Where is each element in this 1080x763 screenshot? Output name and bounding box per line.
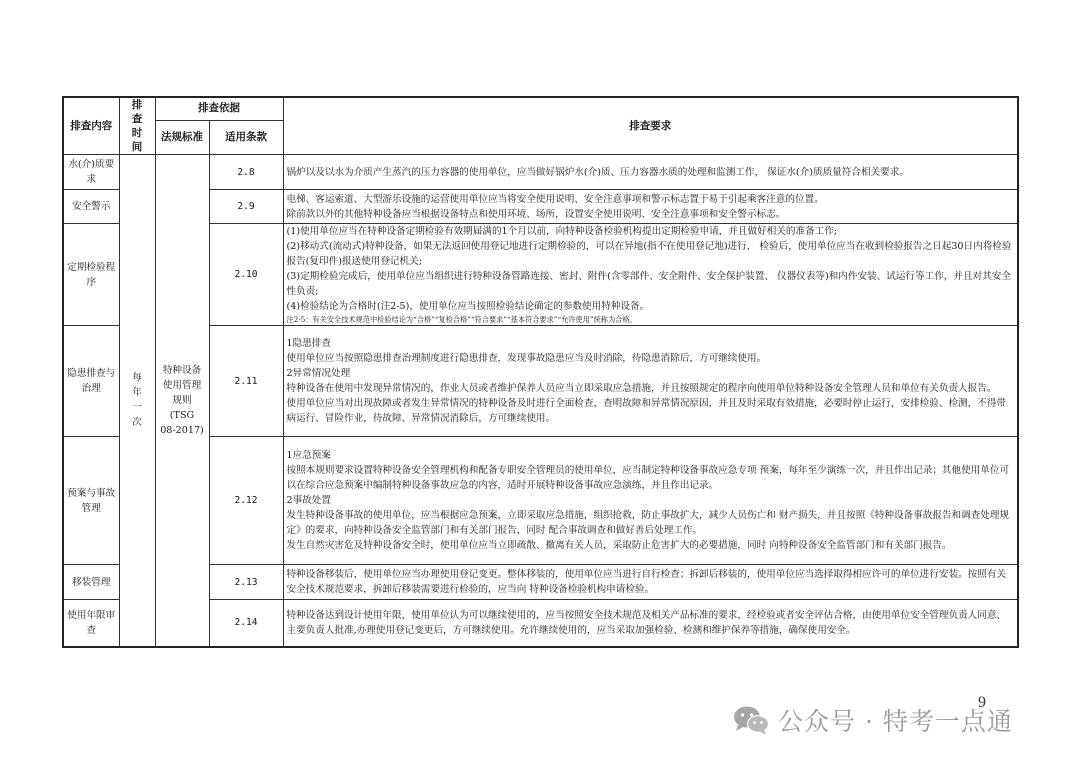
row-content: 定期检验程序 <box>63 224 119 326</box>
regulation-line: 特种设备使用管理规则 <box>162 364 202 406</box>
clause-number: 2.9 <box>209 190 283 224</box>
clause-number: 2.13 <box>209 565 283 600</box>
header-clause: 适用条款 <box>209 120 283 154</box>
wechat-icon <box>732 704 770 736</box>
page-number: 9 <box>978 694 986 711</box>
clause-number: 2.14 <box>209 600 283 647</box>
requirement-line: 使用单位应当对出现故障或者发生异常情况的特种设备及时进行全面检查，查明故障和异常情况原因，并且及时采取有效措施，必要时停止运行，安排检验、检测，不得带病运行、冒险作业，待故障、异常情况消除后，方可继续使用。 <box>286 398 1007 424</box>
requirement-note: 注2-5：有关安全技术规范中检验结论为“合格”“复检合格”“符合要求”“基本符合要求”“允许使用”统称为合格。 <box>286 315 637 324</box>
requirement-text <box>283 437 1018 565</box>
watermark <box>732 702 1013 738</box>
requirement-line: 发生特种设备事故的使用单位，应当根据应急预案，立即采取应急措施，组织抢救，防止事故扩大，减少人员伤亡和 财产损失，并且按照《特种设备事故报告和调查处理规定》的要求，向特种设备安全监管部门和有关部门报告，同时 配合事故调查和做好善后处理工作。 <box>286 510 1010 536</box>
row-content: 移装管理 <box>63 565 119 600</box>
row-content: 安全警示 <box>63 190 119 224</box>
clause-number: 2.8 <box>209 155 283 190</box>
header-requirement: 排查要求 <box>283 97 1018 155</box>
row-content: 水(介)质要求 <box>63 155 119 190</box>
header-time: 排查时间 <box>119 97 155 155</box>
header-regulation: 法规标准 <box>155 120 209 154</box>
header-basis: 排查依据 <box>155 97 283 120</box>
regulation-line: 08-2017) <box>160 424 204 436</box>
regulation-line: (TSG <box>169 409 195 421</box>
requirement-line: 锅炉以及以水为介质产生蒸汽的压力容器的使用单位，应当做好锅炉水(介)质、压力容器水质的处理和监测工作， 保证水(介)质质量符合相关要求。 <box>286 166 909 178</box>
requirement-text <box>283 600 1018 647</box>
inspection-time: 每年一次 <box>119 155 155 647</box>
row-content: 隐患排查与治理 <box>63 326 119 437</box>
requirement-line: 按照本规则要求设置特种设备安全管理机构和配备专职安全管理员的使用单位，应当制定特种设备事故应急专项 预案，每年至少演练一次，并且作出记录；其他使用单位可以在综合应急预案中编制特种设备事故应急的内容，适时开展特种设备事故应急演练，并且作出记录。 <box>286 465 1010 491</box>
requirement-line: (1)使用单位应当在特种设备定期检验有效期届满的1个月以前，向特种设备检验机构提出定期检验申请，并且做好相关的准备工作; <box>286 226 838 237</box>
requirement-line: 2异常情况处理 <box>286 368 351 379</box>
requirement-text <box>283 155 1018 190</box>
requirement-text <box>283 326 1018 437</box>
requirement-line: 电梯、客运索道、大型游乐设施的运营使用单位应当将安全使用说明、安全注意事项和警示标志置于易于引起乘客注意的位置。 <box>286 193 824 205</box>
requirement-line: 发生自然灾害危及特种设备安全时，使用单位应当立即疏散、撤离有关人员，采取防止危害扩大的必要措施，同时 向特种设备安全监管部门和有关部门报告。 <box>286 540 952 551</box>
table-row <box>63 155 1018 190</box>
clause-number: 2.12 <box>209 437 283 565</box>
requirement-line: 特种设备在使用中发现异常情况的，作业人员或者维护保养人员应当立即采取应急措施，并且按照规定的程序向使用单位特种设备安全管理人员和单位有关负责人报告。 <box>286 383 997 394</box>
watermark-text: 公众号 · 特考一点通 <box>778 707 1013 736</box>
inspection-table <box>62 96 1019 648</box>
requirement-line: (3)定期检验完成后，使用单位应当组织进行特种设备管路连接、密封、附件(含零部件、安全附件、安全保护装置、 仪器仪表等)和内件安装、试运行等工作，并且对其安全性负责; <box>286 271 1011 297</box>
clause-number: 2.11 <box>209 326 283 437</box>
requirement-text <box>283 190 1018 224</box>
requirement-line: 2事故处置 <box>286 495 331 506</box>
requirement-text <box>283 565 1018 600</box>
row-content: 使用年限审查 <box>63 600 119 647</box>
requirement-line: 1隐患排查 <box>286 338 331 349</box>
header-content: 排查内容 <box>63 97 119 155</box>
regulation-standard <box>155 155 209 647</box>
requirement-line: (4)检验结论为合格时(注2-5)，使用单位应当按照检验结论确定的参数使用特种设备。 <box>286 301 650 312</box>
requirement-line: 使用单位应当按照隐患排查治理制度进行隐患排查，发现事故隐患应当及时消除，待隐患消除后，方可继续使用。 <box>286 353 767 364</box>
requirement-line: (2)移动式(流动式)特种设备，如果无法返回使用登记地进行定期检验的，可以在异地(指不在使用登记地)进行， 检验后，使用单位应当在收到检验报告之日起30日内将检验报告(复印件)报送使用登记机关; <box>286 241 1012 267</box>
requirement-line: 特种设备达到设计使用年限，使用单位认为可以继续使用的，应当按照安全技术规范及相关产品标准的要求，经检验或者安全评估合格，由使用单位安全管理负责人同意、主要负责人批准,办理使用登记变更后，方可继续使用。允许继续使用的，应当采取加强检验、检测和维护保养等措施，确保使用安全。 <box>286 609 1007 636</box>
requirement-text <box>283 224 1018 326</box>
requirement-line: 除前款以外的其他特种设备应当根据设备特点和使用环境、场所，设置安全使用说明、安全注意事项和安全警示标志。 <box>286 208 786 220</box>
clause-number: 2.10 <box>209 224 283 326</box>
requirement-line: 1应急预案 <box>286 450 331 461</box>
requirement-line: 特种设备移装后，使用单位应当办理使用登记变更。整体移装的，使用单位应当进行自行检查；拆卸后移装的，使用单位应当选择取得相应许可的单位进行安装。按照有关安全技术规范要求，拆卸后移装需要进行检验的，应当向 特种设备检验机构申请检验。 <box>286 569 1007 595</box>
row-content: 预案与事故管理 <box>63 437 119 565</box>
